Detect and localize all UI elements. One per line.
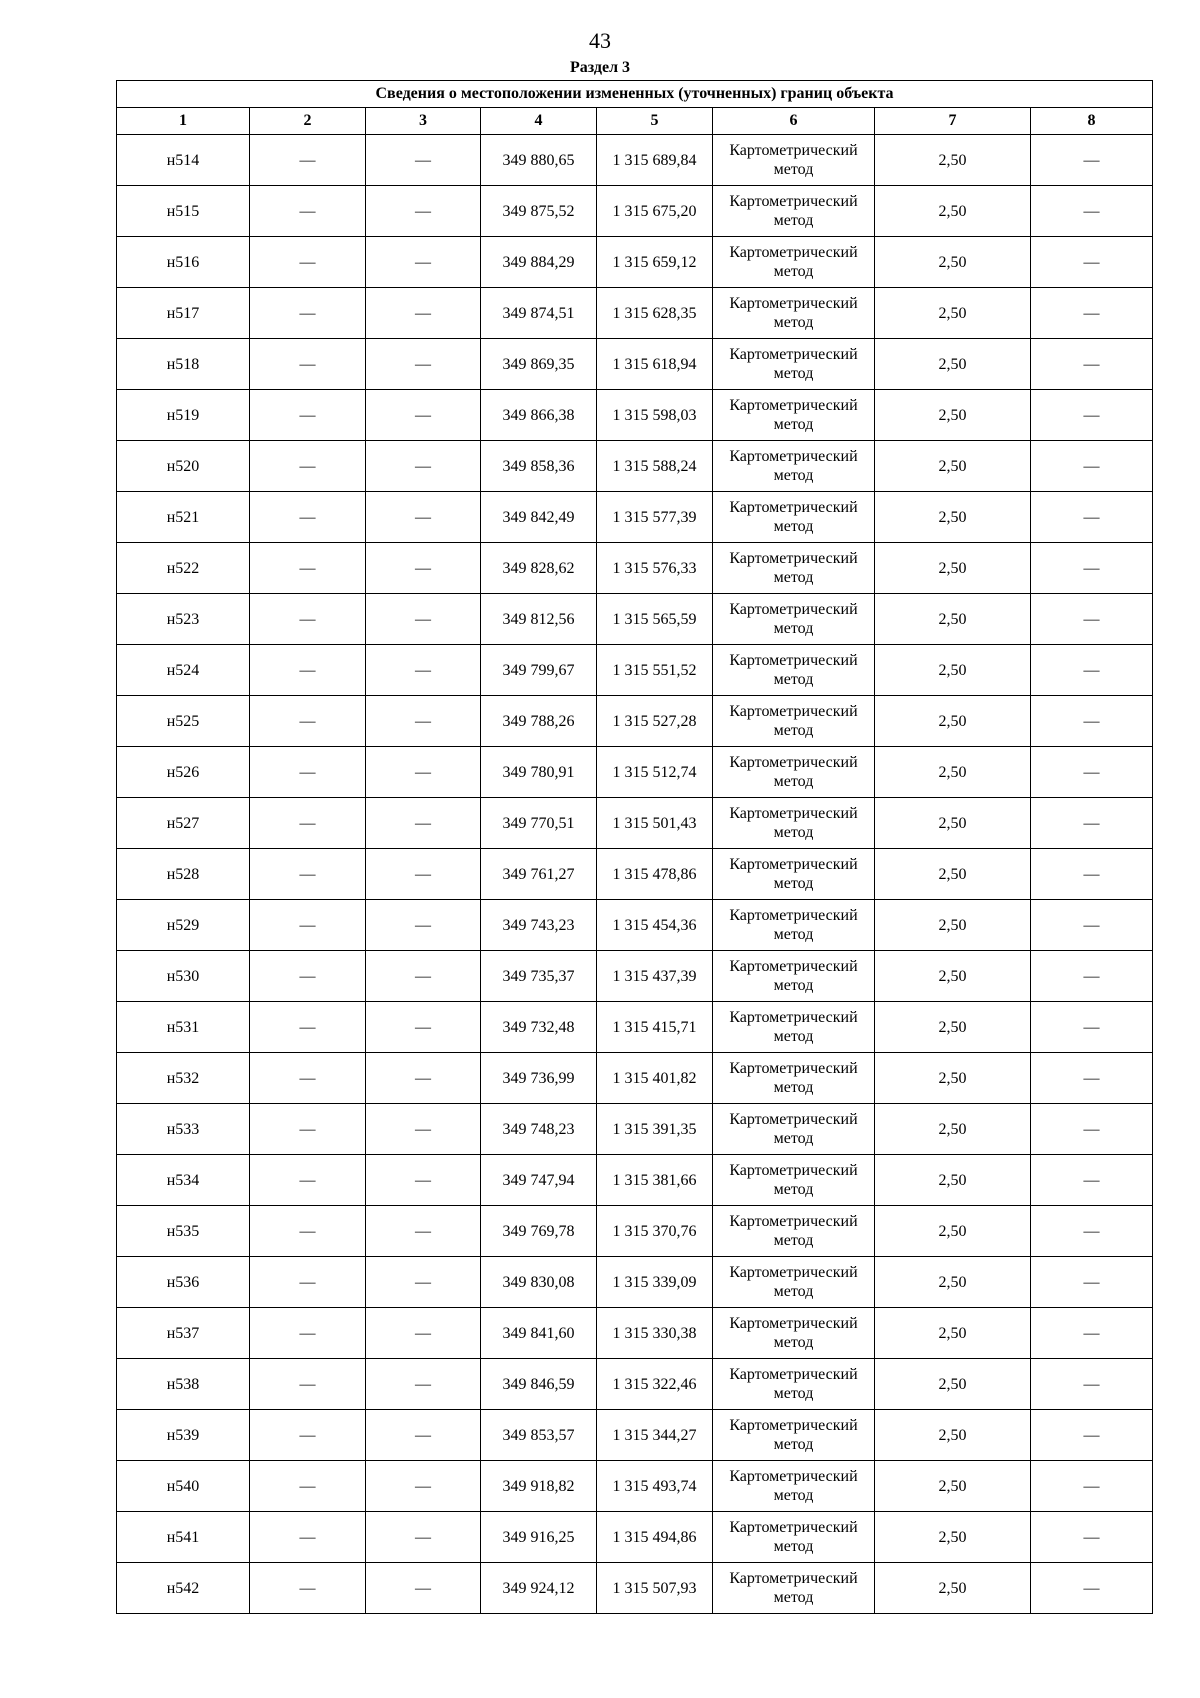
- method-cell: Картометрический метод: [713, 492, 875, 543]
- empty-value-cell: —: [1031, 951, 1153, 1002]
- coordinate-y-cell: 1 315 551,52: [597, 645, 713, 696]
- point-number-cell: н541: [117, 1512, 250, 1563]
- coordinate-x-cell: 349 769,78: [481, 1206, 597, 1257]
- coordinate-y-cell: 1 315 415,71: [597, 1002, 713, 1053]
- coordinate-x-cell: 349 874,51: [481, 288, 597, 339]
- coordinate-x-cell: 349 770,51: [481, 798, 597, 849]
- coordinate-y-cell: 1 315 501,43: [597, 798, 713, 849]
- empty-value-cell: —: [366, 1206, 481, 1257]
- empty-value-cell: —: [366, 1512, 481, 1563]
- accuracy-cell: 2,50: [875, 441, 1031, 492]
- method-cell: Картометрический метод: [713, 1257, 875, 1308]
- empty-value-cell: —: [366, 1359, 481, 1410]
- coordinate-x-cell: 349 830,08: [481, 1257, 597, 1308]
- table-row: [117, 900, 1153, 951]
- empty-value-cell: —: [1031, 1257, 1153, 1308]
- column-number: 7: [875, 108, 1031, 135]
- coordinate-y-cell: 1 315 588,24: [597, 441, 713, 492]
- coordinate-y-cell: 1 315 344,27: [597, 1410, 713, 1461]
- empty-value-cell: —: [1031, 339, 1153, 390]
- accuracy-cell: 2,50: [875, 1053, 1031, 1104]
- table-caption-row: [117, 81, 1153, 108]
- empty-value-cell: —: [1031, 1359, 1153, 1410]
- method-cell: Картометрический метод: [713, 237, 875, 288]
- coordinate-x-cell: 349 735,37: [481, 951, 597, 1002]
- table-row: [117, 1053, 1153, 1104]
- coordinate-x-cell: 349 924,12: [481, 1563, 597, 1614]
- accuracy-cell: 2,50: [875, 237, 1031, 288]
- empty-value-cell: —: [366, 900, 481, 951]
- empty-value-cell: —: [250, 1104, 366, 1155]
- accuracy-cell: 2,50: [875, 288, 1031, 339]
- empty-value-cell: —: [366, 339, 481, 390]
- empty-value-cell: —: [250, 951, 366, 1002]
- method-cell: Картометрический метод: [713, 849, 875, 900]
- method-cell: Картометрический метод: [713, 1155, 875, 1206]
- point-number-cell: н519: [117, 390, 250, 441]
- table-body: [117, 135, 1153, 1614]
- empty-value-cell: —: [366, 798, 481, 849]
- coordinate-y-cell: 1 315 598,03: [597, 390, 713, 441]
- coordinate-x-cell: 349 880,65: [481, 135, 597, 186]
- empty-value-cell: —: [366, 1002, 481, 1053]
- accuracy-cell: 2,50: [875, 135, 1031, 186]
- empty-value-cell: —: [366, 186, 481, 237]
- empty-value-cell: —: [366, 492, 481, 543]
- table-row: [117, 1002, 1153, 1053]
- coordinate-y-cell: 1 315 381,66: [597, 1155, 713, 1206]
- table-row: [117, 390, 1153, 441]
- table-row: [117, 1461, 1153, 1512]
- accuracy-cell: 2,50: [875, 186, 1031, 237]
- empty-value-cell: —: [1031, 492, 1153, 543]
- method-cell: Картометрический метод: [713, 1461, 875, 1512]
- accuracy-cell: 2,50: [875, 1308, 1031, 1359]
- point-number-cell: н534: [117, 1155, 250, 1206]
- accuracy-cell: 2,50: [875, 390, 1031, 441]
- accuracy-cell: 2,50: [875, 849, 1031, 900]
- table-row: [117, 1563, 1153, 1614]
- coordinate-y-cell: 1 315 454,36: [597, 900, 713, 951]
- accuracy-cell: 2,50: [875, 1461, 1031, 1512]
- table-row: [117, 135, 1153, 186]
- method-cell: Картометрический метод: [713, 339, 875, 390]
- empty-value-cell: —: [366, 951, 481, 1002]
- coordinate-y-cell: 1 315 659,12: [597, 237, 713, 288]
- accuracy-cell: 2,50: [875, 1002, 1031, 1053]
- empty-value-cell: —: [250, 747, 366, 798]
- table-row: [117, 186, 1153, 237]
- empty-value-cell: —: [1031, 1563, 1153, 1614]
- accuracy-cell: 2,50: [875, 1206, 1031, 1257]
- coordinate-x-cell: 349 732,48: [481, 1002, 597, 1053]
- coordinate-x-cell: 349 858,36: [481, 441, 597, 492]
- empty-value-cell: —: [250, 1461, 366, 1512]
- method-cell: Картометрический метод: [713, 645, 875, 696]
- table-row: [117, 747, 1153, 798]
- coordinate-y-cell: 1 315 401,82: [597, 1053, 713, 1104]
- table-row: [117, 1410, 1153, 1461]
- empty-value-cell: —: [250, 492, 366, 543]
- empty-value-cell: —: [366, 1308, 481, 1359]
- column-number: 4: [481, 108, 597, 135]
- empty-value-cell: —: [250, 696, 366, 747]
- method-cell: Картометрический метод: [713, 1563, 875, 1614]
- method-cell: Картометрический метод: [713, 1308, 875, 1359]
- empty-value-cell: —: [366, 645, 481, 696]
- point-number-cell: н538: [117, 1359, 250, 1410]
- coordinate-x-cell: 349 841,60: [481, 1308, 597, 1359]
- empty-value-cell: —: [366, 135, 481, 186]
- coordinate-x-cell: 349 812,56: [481, 594, 597, 645]
- point-number-cell: н533: [117, 1104, 250, 1155]
- empty-value-cell: —: [250, 1053, 366, 1104]
- coordinate-x-cell: 349 799,67: [481, 645, 597, 696]
- point-number-cell: н523: [117, 594, 250, 645]
- table-row: [117, 492, 1153, 543]
- point-number-cell: н539: [117, 1410, 250, 1461]
- empty-value-cell: —: [366, 1410, 481, 1461]
- empty-value-cell: —: [250, 390, 366, 441]
- table-row: [117, 339, 1153, 390]
- empty-value-cell: —: [250, 1002, 366, 1053]
- column-number: 2: [250, 108, 366, 135]
- accuracy-cell: 2,50: [875, 543, 1031, 594]
- empty-value-cell: —: [1031, 645, 1153, 696]
- accuracy-cell: 2,50: [875, 339, 1031, 390]
- empty-value-cell: —: [1031, 390, 1153, 441]
- empty-value-cell: —: [366, 390, 481, 441]
- accuracy-cell: 2,50: [875, 747, 1031, 798]
- empty-value-cell: —: [1031, 1206, 1153, 1257]
- coordinate-y-cell: 1 315 339,09: [597, 1257, 713, 1308]
- page-number: 43: [589, 28, 611, 53]
- empty-value-cell: —: [250, 1257, 366, 1308]
- coordinate-y-cell: 1 315 330,38: [597, 1308, 713, 1359]
- empty-value-cell: —: [366, 1563, 481, 1614]
- coordinate-x-cell: 349 918,82: [481, 1461, 597, 1512]
- table-row: [117, 798, 1153, 849]
- accuracy-cell: 2,50: [875, 798, 1031, 849]
- empty-value-cell: —: [366, 1155, 481, 1206]
- coordinate-y-cell: 1 315 322,46: [597, 1359, 713, 1410]
- coordinate-x-cell: 349 761,27: [481, 849, 597, 900]
- empty-value-cell: —: [1031, 1104, 1153, 1155]
- point-number-cell: н531: [117, 1002, 250, 1053]
- method-cell: Картометрический метод: [713, 951, 875, 1002]
- empty-value-cell: —: [366, 849, 481, 900]
- point-number-cell: н517: [117, 288, 250, 339]
- empty-value-cell: —: [250, 1563, 366, 1614]
- column-number: 6: [713, 108, 875, 135]
- point-number-cell: н535: [117, 1206, 250, 1257]
- table-row: [117, 696, 1153, 747]
- coordinate-x-cell: 349 916,25: [481, 1512, 597, 1563]
- point-number-cell: н529: [117, 900, 250, 951]
- empty-value-cell: —: [250, 1155, 366, 1206]
- method-cell: Картометрический метод: [713, 390, 875, 441]
- empty-value-cell: —: [250, 237, 366, 288]
- empty-value-cell: —: [366, 237, 481, 288]
- accuracy-cell: 2,50: [875, 1257, 1031, 1308]
- table-row: [117, 1206, 1153, 1257]
- empty-value-cell: —: [250, 1512, 366, 1563]
- method-cell: Картометрический метод: [713, 288, 875, 339]
- point-number-cell: н542: [117, 1563, 250, 1614]
- empty-value-cell: —: [366, 1053, 481, 1104]
- boundary-coordinates-table: [116, 80, 1153, 1614]
- empty-value-cell: —: [1031, 1410, 1153, 1461]
- point-number-cell: н530: [117, 951, 250, 1002]
- accuracy-cell: 2,50: [875, 645, 1031, 696]
- point-number-cell: н540: [117, 1461, 250, 1512]
- empty-value-cell: —: [1031, 237, 1153, 288]
- empty-value-cell: —: [1031, 594, 1153, 645]
- empty-value-cell: —: [1031, 747, 1153, 798]
- coordinate-x-cell: 349 884,29: [481, 237, 597, 288]
- coordinate-y-cell: 1 315 478,86: [597, 849, 713, 900]
- empty-value-cell: —: [366, 288, 481, 339]
- empty-value-cell: —: [250, 543, 366, 594]
- empty-value-cell: —: [1031, 900, 1153, 951]
- empty-value-cell: —: [366, 1461, 481, 1512]
- point-number-cell: н522: [117, 543, 250, 594]
- point-number-cell: н537: [117, 1308, 250, 1359]
- coordinate-y-cell: 1 315 512,74: [597, 747, 713, 798]
- coordinate-y-cell: 1 315 576,33: [597, 543, 713, 594]
- coordinate-y-cell: 1 315 391,35: [597, 1104, 713, 1155]
- empty-value-cell: —: [1031, 1053, 1153, 1104]
- point-number-cell: н515: [117, 186, 250, 237]
- empty-value-cell: —: [250, 1410, 366, 1461]
- accuracy-cell: 2,50: [875, 1155, 1031, 1206]
- empty-value-cell: —: [1031, 696, 1153, 747]
- method-cell: Картометрический метод: [713, 594, 875, 645]
- table-row: [117, 1512, 1153, 1563]
- table-row: [117, 1359, 1153, 1410]
- point-number-cell: н514: [117, 135, 250, 186]
- point-number-cell: н516: [117, 237, 250, 288]
- coordinate-y-cell: 1 315 527,28: [597, 696, 713, 747]
- coordinate-x-cell: 349 846,59: [481, 1359, 597, 1410]
- accuracy-cell: 2,50: [875, 594, 1031, 645]
- accuracy-cell: 2,50: [875, 1512, 1031, 1563]
- accuracy-cell: 2,50: [875, 1563, 1031, 1614]
- table-row: [117, 645, 1153, 696]
- empty-value-cell: —: [250, 1308, 366, 1359]
- method-cell: Картометрический метод: [713, 441, 875, 492]
- empty-value-cell: —: [366, 696, 481, 747]
- table-row: [117, 1257, 1153, 1308]
- coordinate-x-cell: 349 842,49: [481, 492, 597, 543]
- empty-value-cell: —: [250, 645, 366, 696]
- coordinate-y-cell: 1 315 565,59: [597, 594, 713, 645]
- empty-value-cell: —: [1031, 288, 1153, 339]
- table-row: [117, 237, 1153, 288]
- empty-value-cell: —: [250, 1206, 366, 1257]
- coordinate-y-cell: 1 315 493,74: [597, 1461, 713, 1512]
- accuracy-cell: 2,50: [875, 492, 1031, 543]
- column-number: 3: [366, 108, 481, 135]
- empty-value-cell: —: [1031, 135, 1153, 186]
- coordinate-x-cell: 349 853,57: [481, 1410, 597, 1461]
- accuracy-cell: 2,50: [875, 696, 1031, 747]
- empty-value-cell: —: [250, 1359, 366, 1410]
- coordinate-y-cell: 1 315 675,20: [597, 186, 713, 237]
- empty-value-cell: —: [1031, 849, 1153, 900]
- point-number-cell: н532: [117, 1053, 250, 1104]
- section-title: Раздел 3: [569, 59, 631, 76]
- coordinate-x-cell: 349 866,38: [481, 390, 597, 441]
- coordinate-x-cell: 349 747,94: [481, 1155, 597, 1206]
- accuracy-cell: 2,50: [875, 1104, 1031, 1155]
- empty-value-cell: —: [250, 186, 366, 237]
- empty-value-cell: —: [250, 900, 366, 951]
- column-number: 8: [1031, 108, 1153, 135]
- empty-value-cell: —: [250, 135, 366, 186]
- accuracy-cell: 2,50: [875, 951, 1031, 1002]
- point-number-cell: н524: [117, 645, 250, 696]
- method-cell: Картометрический метод: [713, 543, 875, 594]
- table-row: [117, 1104, 1153, 1155]
- coordinate-x-cell: 349 736,99: [481, 1053, 597, 1104]
- empty-value-cell: —: [250, 594, 366, 645]
- coordinate-y-cell: 1 315 689,84: [597, 135, 713, 186]
- method-cell: Картометрический метод: [713, 135, 875, 186]
- point-number-cell: н518: [117, 339, 250, 390]
- table-row: [117, 288, 1153, 339]
- empty-value-cell: —: [250, 798, 366, 849]
- coordinate-x-cell: 349 748,23: [481, 1104, 597, 1155]
- point-number-cell: н527: [117, 798, 250, 849]
- method-cell: Картометрический метод: [713, 696, 875, 747]
- table-row: [117, 1155, 1153, 1206]
- empty-value-cell: —: [250, 339, 366, 390]
- empty-value-cell: —: [1031, 1155, 1153, 1206]
- empty-value-cell: —: [366, 747, 481, 798]
- method-cell: Картометрический метод: [713, 1359, 875, 1410]
- method-cell: Картометрический метод: [713, 747, 875, 798]
- method-cell: Картометрический метод: [713, 186, 875, 237]
- empty-value-cell: —: [1031, 441, 1153, 492]
- method-cell: Картометрический метод: [713, 1104, 875, 1155]
- coordinate-y-cell: 1 315 628,35: [597, 288, 713, 339]
- column-number: 1: [117, 108, 250, 135]
- accuracy-cell: 2,50: [875, 1410, 1031, 1461]
- point-number-cell: н526: [117, 747, 250, 798]
- coordinate-y-cell: 1 315 494,86: [597, 1512, 713, 1563]
- method-cell: Картометрический метод: [713, 900, 875, 951]
- table-caption: Сведения о местоположении измененных (уточненных) границ объекта: [117, 81, 1153, 108]
- table-row: [117, 951, 1153, 1002]
- empty-value-cell: —: [1031, 1002, 1153, 1053]
- empty-value-cell: —: [1031, 186, 1153, 237]
- accuracy-cell: 2,50: [875, 900, 1031, 951]
- point-number-cell: н528: [117, 849, 250, 900]
- empty-value-cell: —: [366, 594, 481, 645]
- point-number-cell: н520: [117, 441, 250, 492]
- table-row: [117, 441, 1153, 492]
- coordinate-x-cell: 349 780,91: [481, 747, 597, 798]
- empty-value-cell: —: [366, 1104, 481, 1155]
- empty-value-cell: —: [366, 543, 481, 594]
- point-number-cell: н521: [117, 492, 250, 543]
- coordinate-y-cell: 1 315 577,39: [597, 492, 713, 543]
- coordinate-y-cell: 1 315 370,76: [597, 1206, 713, 1257]
- point-number-cell: н536: [117, 1257, 250, 1308]
- empty-value-cell: —: [250, 441, 366, 492]
- empty-value-cell: —: [250, 288, 366, 339]
- column-number: 5: [597, 108, 713, 135]
- empty-value-cell: —: [1031, 1461, 1153, 1512]
- coordinate-x-cell: 349 743,23: [481, 900, 597, 951]
- table-row: [117, 849, 1153, 900]
- coordinate-y-cell: 1 315 437,39: [597, 951, 713, 1002]
- column-numbers-row: [117, 108, 1153, 135]
- method-cell: Картометрический метод: [713, 1053, 875, 1104]
- method-cell: Картометрический метод: [713, 1206, 875, 1257]
- method-cell: Картометрический метод: [713, 798, 875, 849]
- empty-value-cell: —: [1031, 1308, 1153, 1359]
- method-cell: Картометрический метод: [713, 1002, 875, 1053]
- empty-value-cell: —: [250, 849, 366, 900]
- accuracy-cell: 2,50: [875, 1359, 1031, 1410]
- coordinate-x-cell: 349 788,26: [481, 696, 597, 747]
- empty-value-cell: —: [366, 441, 481, 492]
- table-row: [117, 594, 1153, 645]
- coordinate-x-cell: 349 869,35: [481, 339, 597, 390]
- empty-value-cell: —: [1031, 1512, 1153, 1563]
- empty-value-cell: —: [1031, 543, 1153, 594]
- empty-value-cell: —: [1031, 798, 1153, 849]
- coordinate-y-cell: 1 315 618,94: [597, 339, 713, 390]
- table-row: [117, 543, 1153, 594]
- empty-value-cell: —: [366, 1257, 481, 1308]
- point-number-cell: н525: [117, 696, 250, 747]
- coordinate-x-cell: 349 875,52: [481, 186, 597, 237]
- method-cell: Картометрический метод: [713, 1410, 875, 1461]
- method-cell: Картометрический метод: [713, 1512, 875, 1563]
- coordinate-x-cell: 349 828,62: [481, 543, 597, 594]
- table-row: [117, 1308, 1153, 1359]
- coordinate-y-cell: 1 315 507,93: [597, 1563, 713, 1614]
